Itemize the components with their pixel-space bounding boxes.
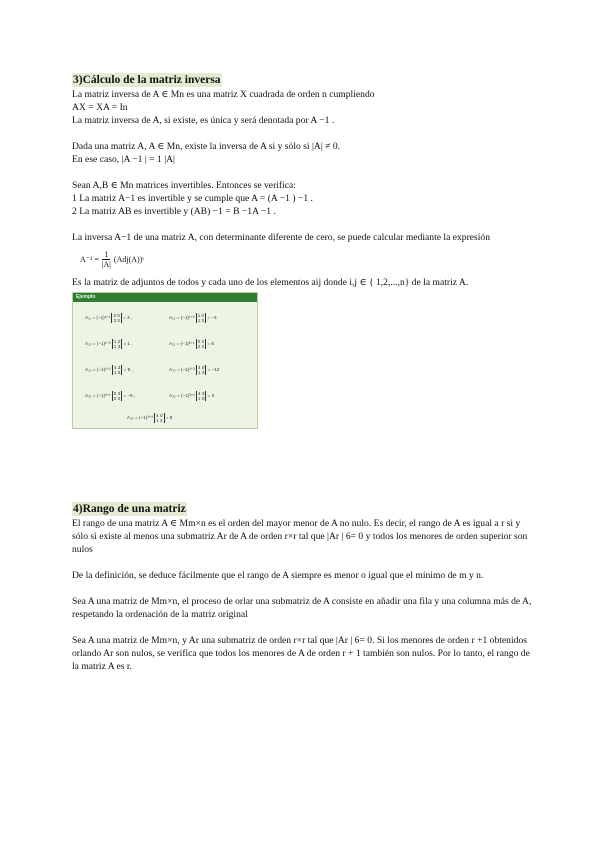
cofactor-value: = 3 , <box>121 315 133 321</box>
cofactor-value: = 3 <box>206 393 215 399</box>
example-image <box>72 292 258 429</box>
cofactor-entry <box>169 391 214 401</box>
inverse-formula <box>80 250 532 269</box>
paragraph-orlar: Sea A una matriz de Mm×n, el proceso de orlar una submatriz de A consiste en añadir una fila y una columna más de A, respetando la ordenación de la matriz original <box>72 596 532 620</box>
text-line: AX = XA = In <box>72 102 128 113</box>
section-matrix-rank <box>72 499 532 673</box>
matrix-row: 4 0 <box>156 413 163 418</box>
matrix-row: 0 3 <box>197 339 205 344</box>
minor-matrix <box>196 391 206 401</box>
cofactor-value: = −6 , <box>122 393 136 399</box>
minor-matrix <box>154 413 164 423</box>
formula-denominator: |A| <box>101 260 111 269</box>
minor-matrix <box>112 365 122 375</box>
matrix-row: 1 3 <box>197 318 205 323</box>
matrix-row: 1 2 <box>113 339 121 344</box>
text-line: En ese caso, |A −1 | = 1 |A| <box>72 154 175 165</box>
minor-matrix <box>196 339 206 349</box>
text-line: La matriz inversa de A, si existe, es única y será denotada por A −1 . <box>72 115 335 126</box>
text-line: Sean A,B ∈ Mn matrices invertibles. Entonces se verifica: <box>72 180 296 191</box>
paragraph-rank-result: Sea A una matriz de Mm×n, y Ar una submatriz de orden r×r tal que |Ar | 6= 0. Si los menores de orden r +1 obtenidos orlando Ar son nulos, se verifica que todos los menores de A de orden r + 1 también son nulos. Por lo tanto, el rango de la matriz A es r. <box>72 635 530 672</box>
text-line: La matriz inversa de A ∈ Mn es una matriz X cuadrada de orden n cumpliendo <box>72 89 375 100</box>
cofactor-label: A₃₂ = (−1)³⁺² <box>169 393 197 399</box>
cofactor-value: = 6 <box>206 341 214 347</box>
cofactor-entry <box>169 313 217 323</box>
cofactor-label: A₃₁ = (−1)³⁺¹ <box>85 393 112 399</box>
text-line: Dada una matriz A, A ∈ Mn, existe la inversa de A si y sólo si |A| ≠ 0. <box>72 141 341 152</box>
cofactor-entry <box>169 365 219 375</box>
formula-rhs: (Adj(A))ᵗ <box>113 255 144 264</box>
paragraph-rank-def: El rango de una matriz A ∈ Mm×n es el orden del mayor menor de A no nulo. Es decir, el rango de A es igual a r si y sólo si existe al menos una submatriz Ar de A de orden r×r tal que |Ar | 6= 0 y todos los menores de orden superior son nulos <box>72 518 528 555</box>
matrix-row: 4 3 <box>113 365 121 370</box>
cofactor-label: A₃₃ = (−1)³⁺³ <box>127 415 155 421</box>
matrix-row: 1 3 <box>198 370 205 375</box>
cofactor-label: A₁₂ = (−1)¹⁺² <box>169 315 196 321</box>
cofactor-entry <box>169 339 214 349</box>
minor-matrix <box>112 391 122 401</box>
cofactor-label: A₂₁ = (−1)²⁺¹ <box>169 341 196 347</box>
matrix-row: 4 3 <box>198 391 205 396</box>
formula-numerator: 1 <box>104 250 109 259</box>
text-line: 1 La matriz A−1 es invertible y se cumple que A = (A −1 ) −1 . <box>72 193 313 204</box>
section-inverse-matrix <box>72 70 532 429</box>
formula-fraction <box>102 250 111 269</box>
paragraph-adjugate: Es la matriz de adjuntos de todos y cada uno de los elementos aij donde i,j ∈ { 1,2,...,n} de la matriz A. <box>72 277 469 288</box>
matrix-row: 2 0 <box>113 396 121 401</box>
minor-matrix <box>196 313 206 323</box>
matrix-row: 2 0 <box>113 313 120 318</box>
cofactor-value: = −12 <box>206 367 220 373</box>
cofactor-entry <box>85 339 133 349</box>
cofactor-entry <box>85 313 132 323</box>
matrix-row: 1 2 <box>156 418 163 423</box>
cofactor-label: A₂₂ = (−1)²⁺² <box>85 367 112 373</box>
cofactor-value: = 1 , <box>122 341 133 347</box>
section-heading: 4)Rango de una matriz <box>73 503 186 515</box>
paragraph-inverse: La inversa A−1 de una matriz A, con determinante diferente de cero, se puede calcular mediante la expresión <box>72 232 491 243</box>
text-line: 2 La matriz AB es invertible y (AB) −1 = B −1A −1 . <box>72 206 276 217</box>
minor-matrix <box>196 365 206 375</box>
cofactor-label: A₂₃ = (−1)²⁺³ <box>169 367 197 373</box>
section-heading: 3)Cálculo de la matriz inversa <box>73 74 221 86</box>
paragraph-rank-min: De la definición, se deduce fácilmente que el rango de A siempre es menor o igual que el mínimo de m y n. <box>72 570 484 581</box>
matrix-row: 1 0 <box>197 313 205 318</box>
formula-lhs: A⁻¹ = <box>80 255 99 264</box>
example-title: Ejemplo <box>73 293 257 302</box>
cofactor-entry <box>127 413 172 423</box>
cofactor-value: = 9 , <box>122 367 133 373</box>
matrix-row: 1 0 <box>198 396 205 401</box>
cofactor-label: A₁₁ = (−1)¹⁺¹ <box>85 315 112 321</box>
minor-matrix <box>111 313 121 323</box>
matrix-row: 1 3 <box>113 344 121 349</box>
matrix-row: 3 3 <box>113 318 120 323</box>
cofactor-entry <box>85 391 135 401</box>
minor-matrix <box>112 339 122 349</box>
cofactor-label: A₁₃ = (−1)¹⁺³ <box>85 341 112 347</box>
cofactor-entry <box>85 365 133 375</box>
cofactor-value: = 8 <box>164 415 173 421</box>
matrix-row: 0 3 <box>113 391 121 396</box>
cofactor-value: = −3 <box>206 315 217 321</box>
matrix-row: 1 3 <box>113 370 121 375</box>
matrix-row: 4 0 <box>198 365 205 370</box>
matrix-row: 2 3 <box>197 344 205 349</box>
